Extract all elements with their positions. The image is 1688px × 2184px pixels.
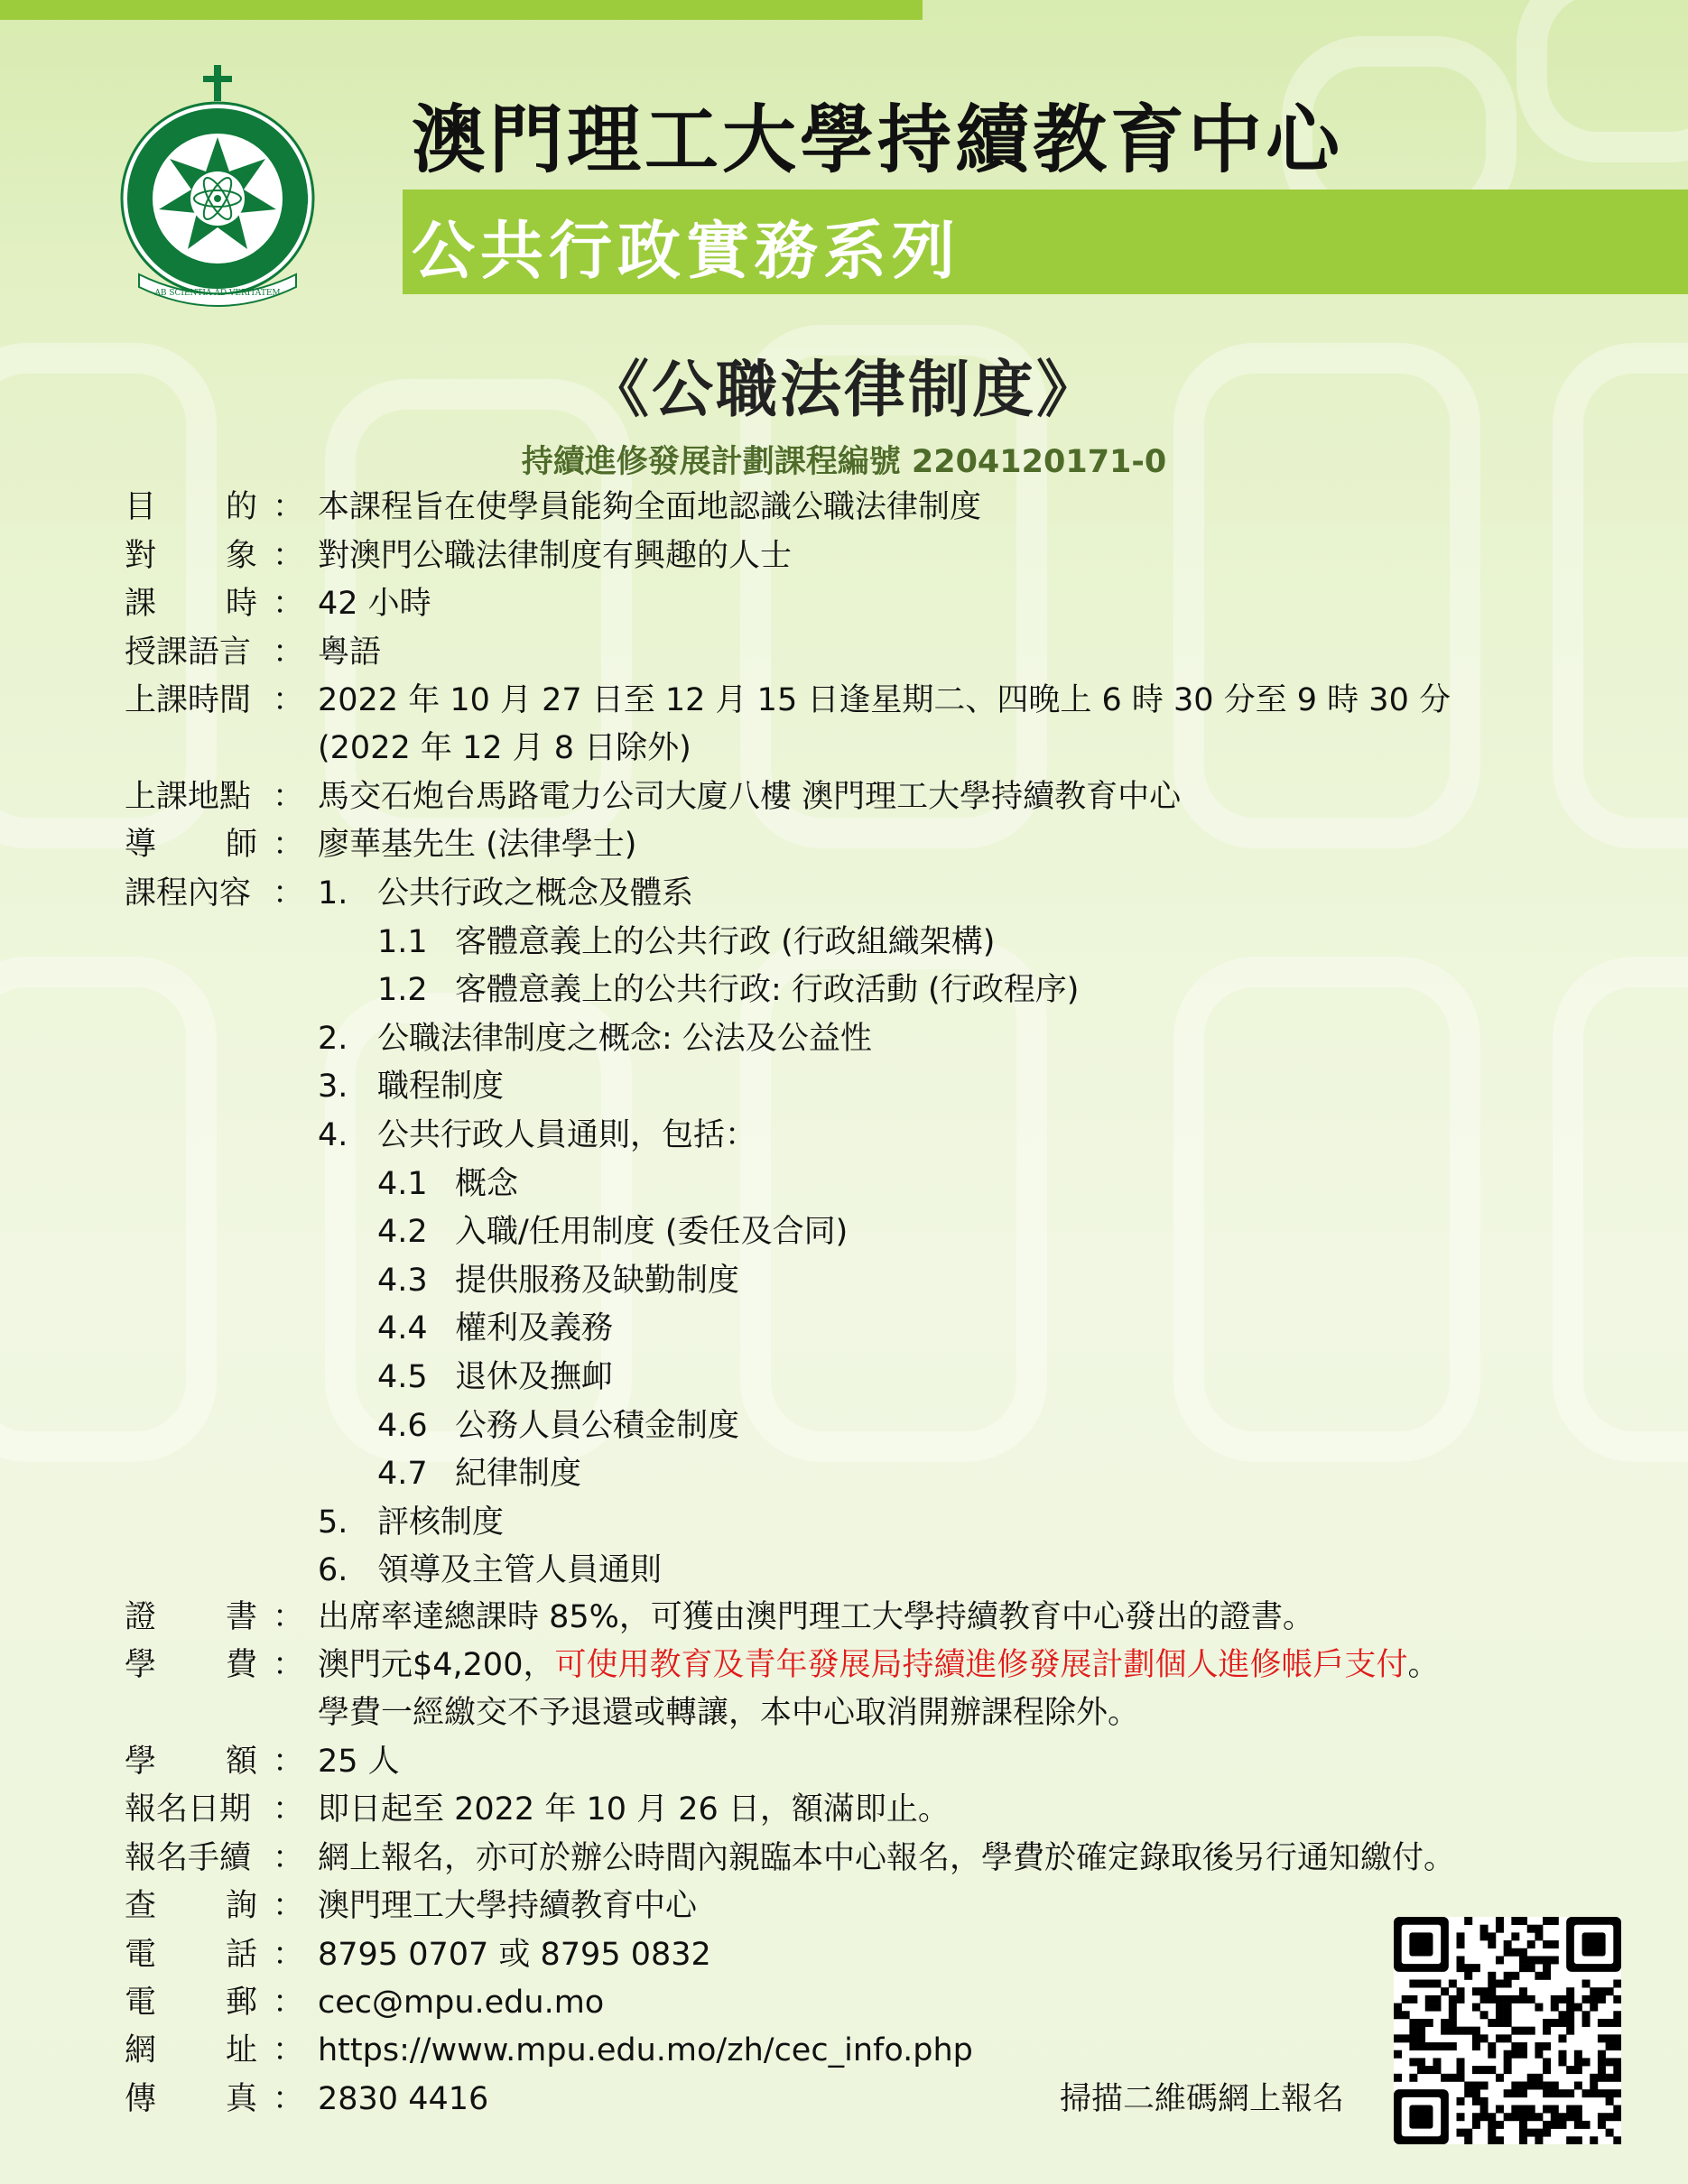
svg-text:□: □ — [298, 192, 310, 206]
content-item-text: 客體意義上的公共行政 (行政組織架構) — [455, 924, 996, 960]
content-item-number: 3. — [318, 1069, 348, 1105]
content-item-number: 4.4 — [377, 1310, 428, 1346]
instructor-value: 廖華基先生 (法律學士) — [318, 827, 637, 863]
hours-value: 42 小時 — [318, 586, 431, 622]
language-value: 粵語 — [318, 634, 382, 671]
reg-date-value: 即日起至 2022 年 10 月 26 日，額滿即止。 — [318, 1791, 950, 1828]
schedule-label: 上課時間 — [125, 682, 252, 718]
colon: ： — [273, 1888, 305, 1924]
colon: ： — [273, 1985, 305, 2021]
fee-amount: 澳門元$4,200， — [318, 1647, 555, 1683]
colon: ： — [273, 779, 305, 815]
content-item-number: 4.1 — [377, 1166, 428, 1202]
enquiry-value: 澳門理工大學持續教育中心 — [318, 1888, 698, 1924]
fee-refund-policy: 學費一經繳交不予退還或轉讓，本中心取消開辦課程除外。 — [318, 1695, 1140, 1731]
content-item-text: 領導及主管人員通則 — [377, 1552, 663, 1588]
fax-value: 2830 4416 — [318, 2081, 489, 2117]
fee-value — [318, 1642, 1440, 1689]
content-item-number: 5. — [318, 1504, 348, 1541]
content-item-text: 職程制度 — [377, 1069, 505, 1105]
venue-label: 上課地點 — [125, 779, 252, 815]
content-item-number: 6. — [318, 1552, 348, 1588]
reg-date-label: 報名日期 — [125, 1791, 252, 1828]
target-value: 對澳門公職法律制度有興趣的人士 — [318, 538, 793, 574]
colon: ： — [273, 1647, 305, 1683]
series-title: 公共行政實務系列 — [412, 214, 960, 288]
colon: ： — [273, 682, 305, 718]
content-item-text: 提供服務及缺勤制度 — [455, 1263, 740, 1299]
venue-value: 馬交石炮台馬路電力公司大廈八樓 澳門理工大學持續教育中心 — [318, 779, 1182, 815]
language-label: 授課語言 — [125, 634, 252, 671]
colon: ： — [273, 538, 305, 574]
content-item-text: 入職/任用制度 (委任及合同) — [455, 1214, 849, 1250]
content-item-number: 4.2 — [377, 1214, 428, 1250]
phone-value: 8795 0707 或 8795 0832 — [318, 1937, 711, 1973]
content-item-text: 公共行政之概念及體系 — [377, 875, 694, 912]
content-item-text: 評核制度 — [377, 1504, 505, 1541]
course-code: 持續進修發展計劃課程編號 2204120171-0 — [521, 444, 1167, 480]
colon: ： — [273, 1840, 305, 1876]
fee-period: 。 — [1407, 1647, 1440, 1683]
content-item-number: 4.5 — [377, 1359, 428, 1395]
content-item-text: 公職法律制度之概念: 公法及公益性 — [377, 1021, 872, 1057]
content-item-text: 客體意義上的公共行政: 行政活動 (行政程序) — [455, 972, 1080, 1008]
certificate-value: 出席率達總課時 85%，可獲由澳門理工大學持續教育中心發出的證書。 — [318, 1599, 1314, 1635]
colon: ： — [273, 875, 305, 912]
colon: ： — [273, 489, 305, 525]
reg-procedure-value: 網上報名，亦可於辦公時間內親臨本中心報名，學費於確定錄取後另行通知繳付。 — [318, 1840, 1456, 1876]
registration-qr-code[interactable] — [1394, 1917, 1621, 2144]
purpose-value: 本課程旨在使學員能夠全面地認識公職法律制度 — [318, 489, 982, 525]
content-item-text: 退休及撫卹 — [455, 1359, 614, 1395]
content-item-number: 4.3 — [377, 1263, 428, 1299]
content-item-number: 1. — [318, 875, 348, 912]
content-item-text: 概念 — [455, 1166, 519, 1202]
content-item-number: 1.2 — [377, 972, 428, 1008]
quota-value: 25 人 — [318, 1744, 400, 1780]
university-logo — [112, 65, 321, 309]
website-value: https://www.mpu.edu.mo/zh/cec_info.php — [318, 2032, 973, 2068]
content-label: 課程內容 — [125, 875, 252, 912]
svg-text:AB SCIENTIA AD VERITATEM: AB SCIENTIA AD VERITATEM — [154, 289, 281, 298]
qr-scan-label: 掃描二維碼網上報名 — [1060, 2081, 1345, 2117]
top-accent-strip — [0, 0, 923, 20]
schedule-value: 2022 年 10 月 27 日至 12 月 15 日逢星期二、四晚上 6 時 30 分至 9 時 30 分 — [318, 682, 1451, 718]
content-item-text: 紀律制度 — [455, 1456, 582, 1492]
email-value: cec@mpu.edu.mo — [318, 1985, 605, 2021]
schedule-exception: (2022 年 12 月 8 日除外) — [318, 730, 691, 766]
content-item-text: 公共行政人員通則，包括： — [377, 1117, 757, 1153]
reg-procedure-label: 報名手續 — [125, 1840, 252, 1876]
colon: ： — [273, 1937, 305, 1973]
content-item-number: 4. — [318, 1117, 348, 1153]
colon: ： — [273, 586, 305, 622]
course-title: 《公職法律制度》 — [587, 355, 1100, 426]
colon: ： — [273, 1599, 305, 1635]
org-title: 澳門理工大學持續教育中心 — [412, 97, 1344, 183]
colon: ： — [273, 634, 305, 671]
colon: ： — [273, 2081, 305, 2117]
colon: ： — [273, 2032, 305, 2068]
colon: ： — [273, 1744, 305, 1780]
content-item-text: 權利及義務 — [455, 1310, 614, 1346]
colon: ： — [273, 1791, 305, 1828]
content-item-number: 4.6 — [377, 1408, 428, 1444]
colon: ： — [273, 827, 305, 863]
content-item-number: 2. — [318, 1021, 348, 1057]
content-item-number: 1.1 — [377, 924, 428, 960]
fee-payment-note: 可使用教育及青年發展局持續進修發展計劃個人進修帳戶支付 — [554, 1647, 1408, 1683]
content-item-number: 4.7 — [377, 1456, 428, 1492]
content-item-text: 公務人員公積金制度 — [455, 1408, 740, 1444]
